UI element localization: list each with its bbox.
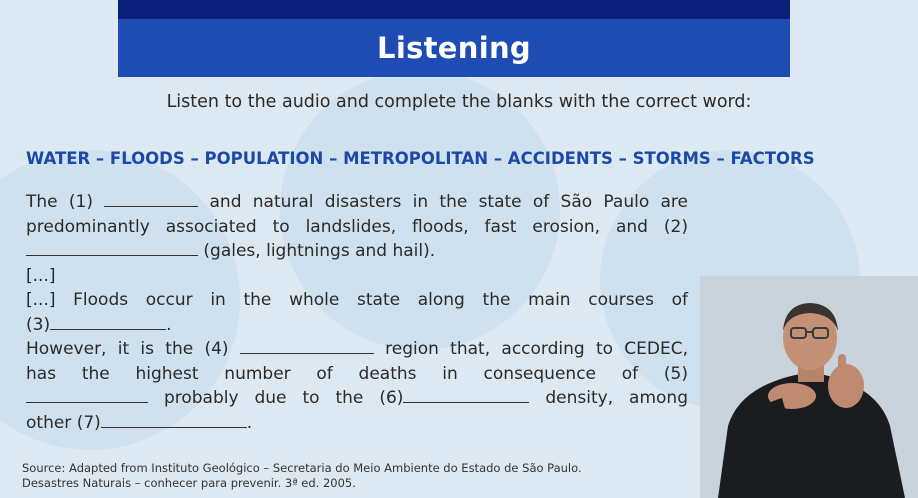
blank-3 bbox=[50, 314, 166, 330]
header-top-strip bbox=[118, 0, 790, 19]
passage-text bbox=[26, 190, 688, 435]
source-line-1: Source: Adapted from Instituto Geológico – Secretaria do Meio Ambiente do Estado de São Paulo. bbox=[22, 461, 582, 475]
passage-line-4: [...] bbox=[26, 265, 56, 286]
passage-line-1: The (1) and natural disasters in the state of São Paulo are bbox=[26, 192, 688, 212]
page-title: Listening bbox=[377, 31, 531, 65]
word-bank: WATER – FLOODS – POPULATION – METROPOLITAN – ACCIDENTS – STORMS – FACTORS bbox=[26, 149, 815, 168]
sign-language-interpreter-video bbox=[700, 276, 918, 498]
passage-line-9: probably due to the (6) density, among bbox=[26, 386, 688, 411]
blank-6 bbox=[403, 387, 529, 403]
passage-line-8: has the highest number of deaths in consequence of (5) bbox=[26, 363, 688, 384]
passage-line-10: other (7) . bbox=[26, 412, 253, 433]
blank-7 bbox=[101, 412, 247, 428]
blank-4 bbox=[240, 338, 374, 354]
passage-line-5: [...] Floods occur in the whole state along the main courses of bbox=[26, 290, 688, 310]
blank-5 bbox=[26, 387, 148, 403]
passage-line-7: However, it is the (4) region that, according to CEDEC, bbox=[26, 339, 689, 359]
blank-2 bbox=[26, 240, 198, 256]
passage-line-6: (3) . bbox=[26, 314, 172, 335]
passage-line-3: (gales, lightnings and hail). bbox=[26, 239, 688, 264]
title-bar bbox=[118, 19, 790, 77]
interpreter-figure bbox=[700, 276, 918, 498]
source-line-2: Desastres Naturais – conhecer para prevenir. 3ª ed. 2005. bbox=[22, 476, 356, 490]
source-citation bbox=[22, 461, 582, 491]
instructions-text: Listen to the audio and complete the blanks with the correct word: bbox=[166, 92, 752, 112]
blank-1 bbox=[104, 191, 198, 207]
passage-line-2: predominantly associated to landslides, floods, fast erosion, and (2) bbox=[26, 216, 688, 237]
